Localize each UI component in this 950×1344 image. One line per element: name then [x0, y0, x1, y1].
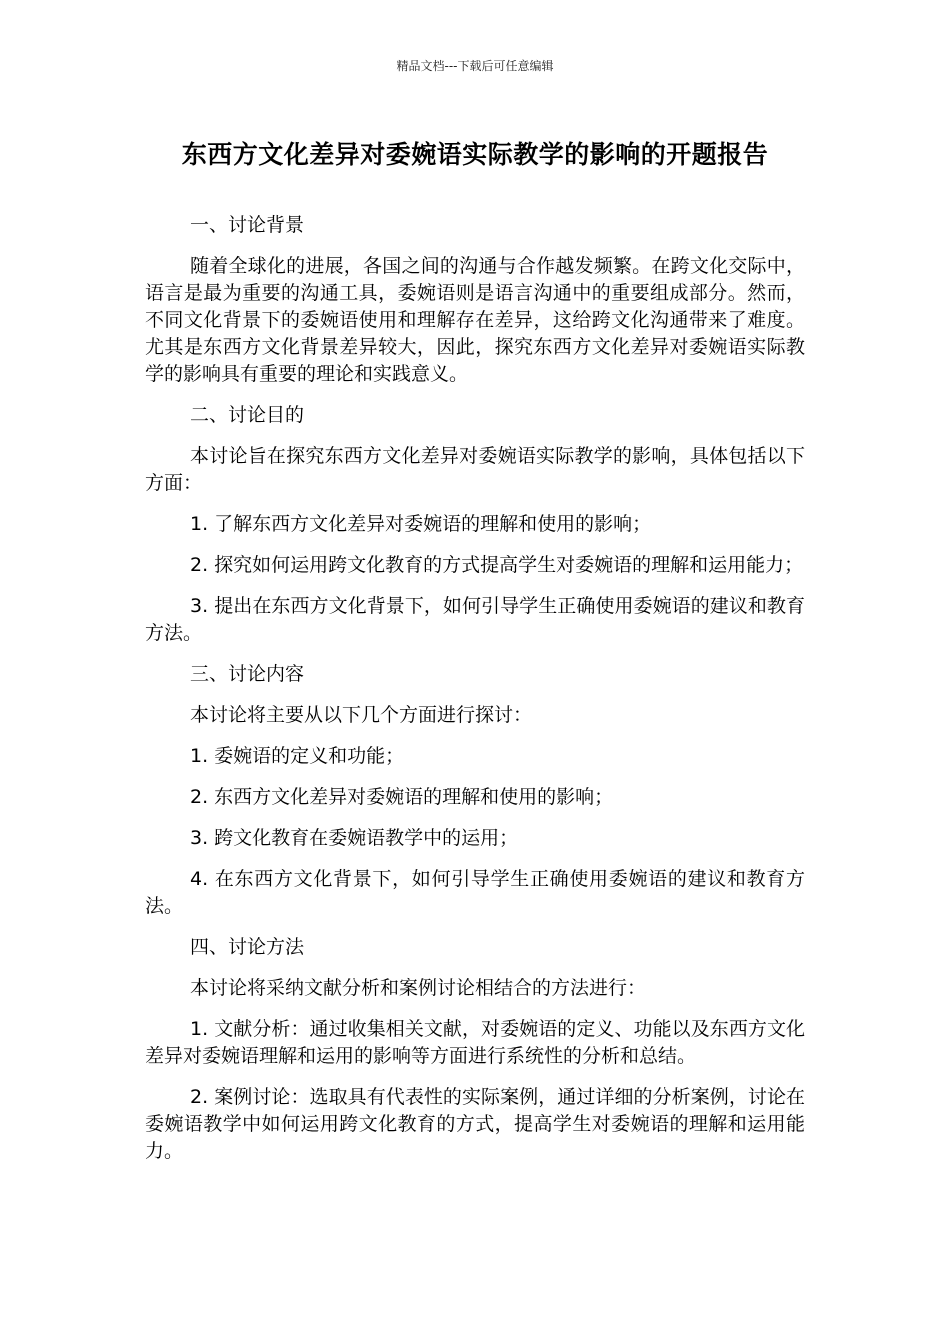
section-heading-method: 四、讨论方法 [190, 936, 305, 958]
section-heading-purpose: 二、讨论目的 [190, 404, 305, 426]
paragraph: 本讨论将主要从以下几个方面进行探讨： [190, 704, 533, 726]
list-item: 3. 提出在东西方文化背景下，如何引导学生正确使用委婉语的建议和教育方法。 [145, 595, 805, 644]
list-item: 2. 探究如何运用跨文化教育的方式提高学生对委婉语的理解和运用能力； [190, 554, 804, 576]
section-heading-background: 一、讨论背景 [190, 214, 305, 236]
list-item: 2. 案例讨论：选取具有代表性的实际案例，通过详细的分析案例，讨论在委婉语教学中如何运用跨文化教育的方式，提高学生对委婉语的理解和运用能力。 [145, 1086, 805, 1162]
list-item: 2. 东西方文化差异对委婉语的理解和使用的影响； [190, 786, 614, 808]
paragraph: 随着全球化的进展，各国之间的沟通与合作越发频繁。在跨文化交际中，语言是最为重要的沟通工具，委婉语则是语言沟通中的重要组成部分。然而，不同文化背景下的委婉语使用和理解存在差异，这给跨文化沟通带来了难度。尤其是东西方文化背景差异较大，因此，探究东西方文化差异对委婉语实际教学的影响具有重要的理论和实践意义。 [145, 255, 805, 385]
list-item: 1. 委婉语的定义和功能； [190, 745, 405, 767]
paragraph: 本讨论将采纳文献分析和案例讨论相结合的方法进行： [190, 977, 647, 999]
list-item: 1. 文献分析：通过收集相关文献，对委婉语的定义、功能以及东西方文化差异对委婉语理解和运用的影响等方面进行系统性的分析和总结。 [145, 1018, 805, 1067]
list-item: 4. 在东西方文化背景下，如何引导学生正确使用委婉语的建议和教育方法。 [145, 868, 805, 917]
list-item: 1. 了解东西方文化差异对委婉语的理解和使用的影响； [190, 513, 652, 535]
document-body [145, 212, 805, 1179]
list-item: 3. 跨文化教育在委婉语教学中的运用； [190, 827, 519, 849]
paragraph: 本讨论旨在探究东西方文化差异对委婉语实际教学的影响，具体包括以下方面： [145, 445, 805, 494]
section-heading-content: 三、讨论内容 [190, 663, 305, 685]
document-title: 东西方文化差异对委婉语实际教学的影响的开题报告 [181, 140, 769, 169]
header-note: 精品文档---下载后可任意编辑 [396, 59, 554, 73]
